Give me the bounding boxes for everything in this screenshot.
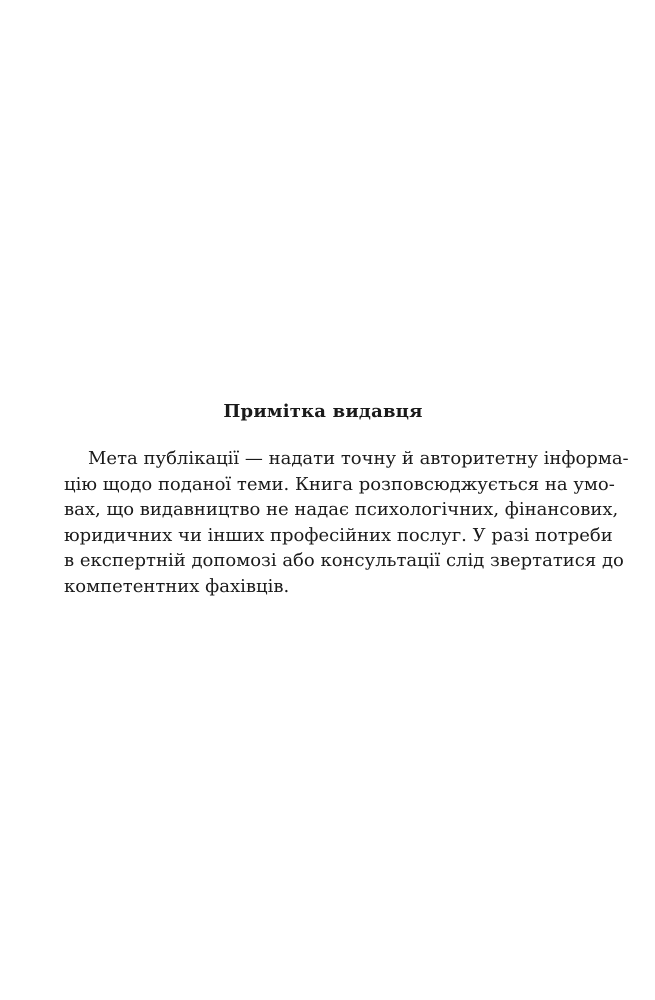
publisher-note bbox=[64, 400, 629, 600]
note-line: Мета публікації — надати точну й авторитетну інформа- bbox=[88, 448, 629, 469]
note-line: вах, що видавництво не надає психологічних, фінансових, bbox=[64, 499, 619, 521]
note-body bbox=[64, 446, 629, 600]
note-line: компетентних фахівців. bbox=[64, 575, 290, 597]
note-line: в експертній допомозі або консультації слід звертатися до bbox=[64, 550, 624, 572]
note-line: юридичних чи інших професійних послуг. У разі потреби bbox=[64, 524, 613, 546]
note-title: Примітка видавця bbox=[223, 401, 423, 422]
note-line: цію щодо поданої теми. Книга розповсюджується на умо- bbox=[64, 473, 615, 495]
